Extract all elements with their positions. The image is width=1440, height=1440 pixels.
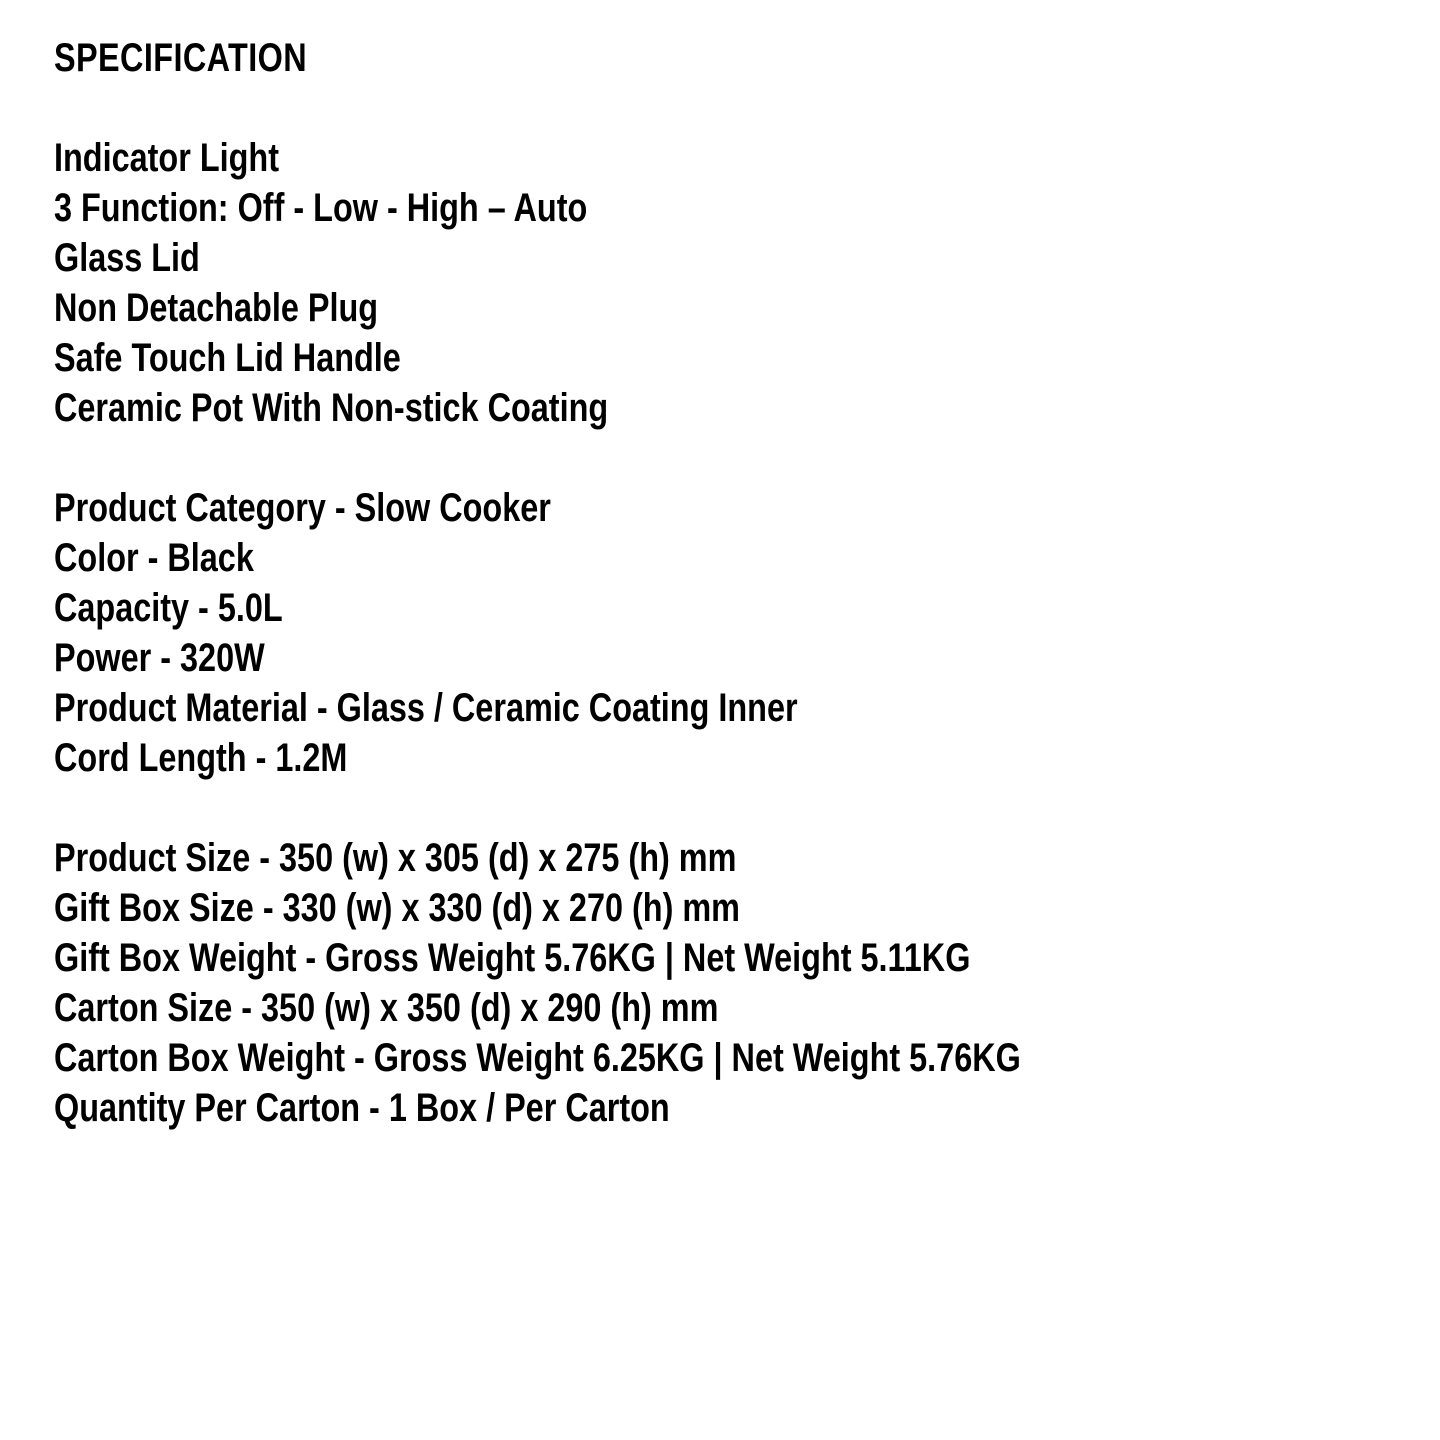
spec-line: Capacity - 5.0L (54, 586, 283, 630)
spec-line: Ceramic Pot With Non-stick Coating (54, 386, 609, 430)
spec-line: Indicator Light (54, 136, 279, 180)
section-product-details (54, 483, 1440, 783)
spec-line: Product Size - 350 (w) x 305 (d) x 275 (h) mm (54, 836, 737, 880)
spec-line: Color - Black (54, 536, 254, 580)
spec-line: Carton Box Weight - Gross Weight 6.25KG | Net Weight 5.76KG (54, 1036, 1021, 1080)
spec-line: Gift Box Size - 330 (w) x 330 (d) x 270 (h) mm (54, 886, 740, 930)
spec-line: Cord Length - 1.2M (54, 736, 348, 780)
section-packaging-details (54, 833, 1440, 1133)
spec-sections (54, 133, 1440, 1133)
spec-line: Power - 320W (54, 636, 265, 680)
spec-line: 3 Function: Off - Low - High – Auto (54, 186, 588, 230)
spec-line: Non Detachable Plug (54, 286, 379, 330)
page-title: SPECIFICATION (54, 36, 308, 80)
spec-line: Product Category - Slow Cooker (54, 486, 551, 530)
spec-line: Glass Lid (54, 236, 200, 280)
spec-line: Product Material - Glass / Ceramic Coating Inner (54, 686, 798, 730)
specification-sheet (54, 33, 1440, 1133)
section-features (54, 133, 1440, 433)
spec-line: Safe Touch Lid Handle (54, 336, 401, 380)
spec-line: Gift Box Weight - Gross Weight 5.76KG | Net Weight 5.11KG (54, 936, 971, 980)
spec-line: Carton Size - 350 (w) x 350 (d) x 290 (h) mm (54, 986, 719, 1030)
spec-line: Quantity Per Carton - 1 Box / Per Carton (54, 1086, 670, 1130)
